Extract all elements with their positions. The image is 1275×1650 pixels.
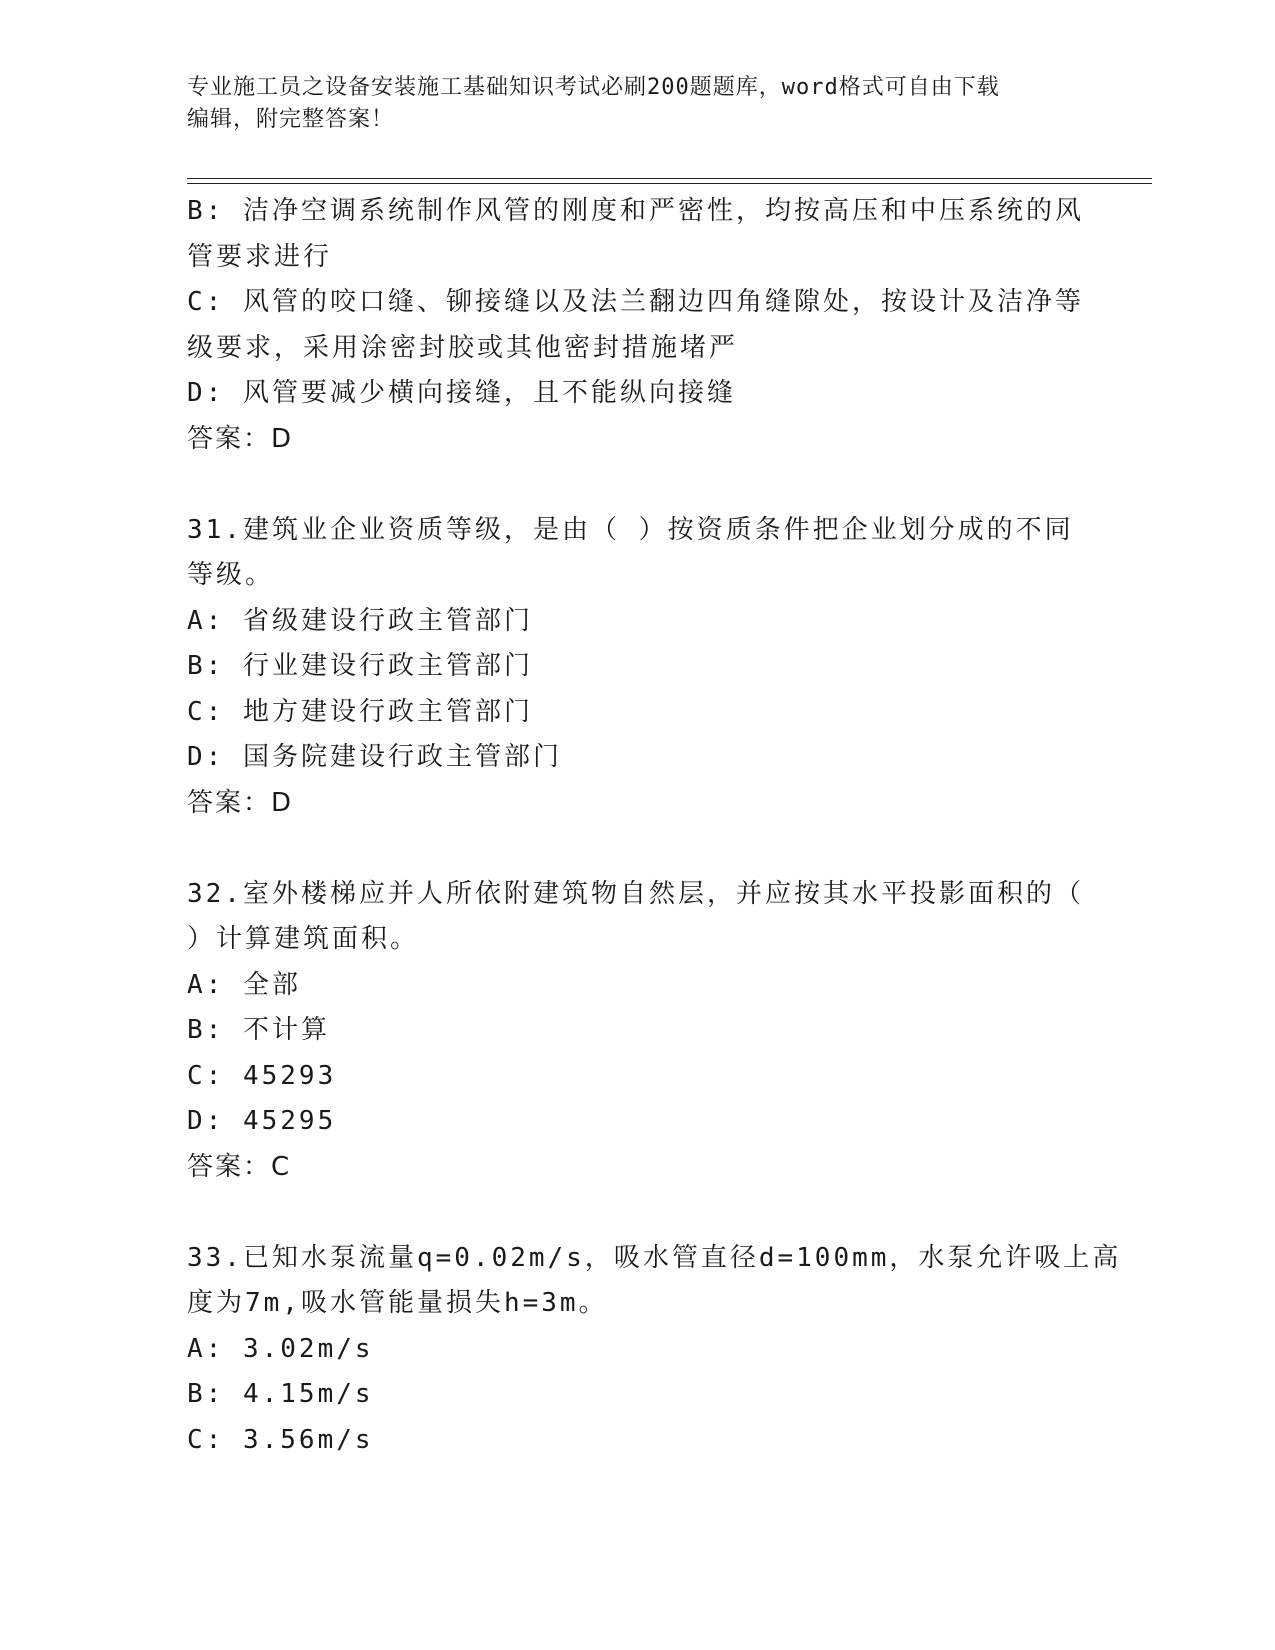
option-b: B: 行业建设行政主管部门 xyxy=(187,651,533,681)
answer: 答案：D xyxy=(187,423,294,454)
question-stem-line-1: 32.室外楼梯应并人所依附建筑物自然层，并应按其水平投影面积的（ xyxy=(187,878,1084,909)
option-c-line-1: C: 风管的咬口缝、铆接缝以及法兰翻边四角缝隙处，按设计及洁净等 xyxy=(187,287,1084,317)
option-c: C: 3.56m/s xyxy=(187,1424,374,1455)
option-d: D: 国务院建设行政主管部门 xyxy=(187,742,562,772)
question-stem-line-1: 33.已知水泵流量q=0.02m/s，吸水管直径d=100mm，水泵允许吸上高 xyxy=(187,1242,1122,1273)
question-block-32 xyxy=(187,872,1087,1191)
question-block-33 xyxy=(187,1236,1122,1464)
header-title-line-2: 编辑，附完整答案！ xyxy=(187,107,395,132)
option-b: B: 4.15m/s xyxy=(187,1379,374,1409)
question-stem-line-2: 度为7m,吸水管能量损失h=3m。 xyxy=(187,1288,608,1318)
question-stem-line-2: ）计算建筑面积。 xyxy=(187,924,420,954)
spacer xyxy=(187,462,1087,508)
answer: 答案：D xyxy=(187,787,294,818)
document-header xyxy=(187,72,1087,136)
spacer xyxy=(187,1190,1087,1236)
option-d: D: 45295 xyxy=(187,1106,337,1136)
option-b-line-1: B: 洁净空调系统制作风管的刚度和严密性，均按高压和中压系统的风 xyxy=(187,196,1084,226)
answer: 答案：C xyxy=(187,1151,292,1182)
spacer xyxy=(187,826,1087,872)
option-a: A: 3.02m/s xyxy=(187,1333,374,1364)
question-block-previous xyxy=(187,189,1087,462)
question-stem-line-1: 31.建筑业企业资质等级，是由（ ）按资质条件把企业划分成的不同 xyxy=(187,514,1074,545)
option-c: C: 地方建设行政主管部门 xyxy=(187,696,533,727)
header-divider-bottom xyxy=(187,183,1152,184)
question-stem-line-2: 等级。 xyxy=(187,560,275,590)
option-a: A: 省级建设行政主管部门 xyxy=(187,605,533,636)
header-title-line-1: 专业施工员之设备安装施工基础知识考试必刷200题题库，word格式可自由下载 xyxy=(187,75,1000,100)
option-b: B: 不计算 xyxy=(187,1015,330,1045)
header-divider-top xyxy=(187,178,1152,179)
option-d: D: 风管要减少横向接缝，且不能纵向接缝 xyxy=(187,378,736,408)
option-b-line-2: 管要求进行 xyxy=(187,241,333,272)
option-a: A: 全部 xyxy=(187,969,301,1000)
question-list xyxy=(187,189,1122,1463)
question-block-31 xyxy=(187,508,1087,827)
option-c-line-2: 级要求，采用涂密封胶或其他密封措施堵严 xyxy=(187,332,739,363)
option-c: C: 45293 xyxy=(187,1060,337,1091)
